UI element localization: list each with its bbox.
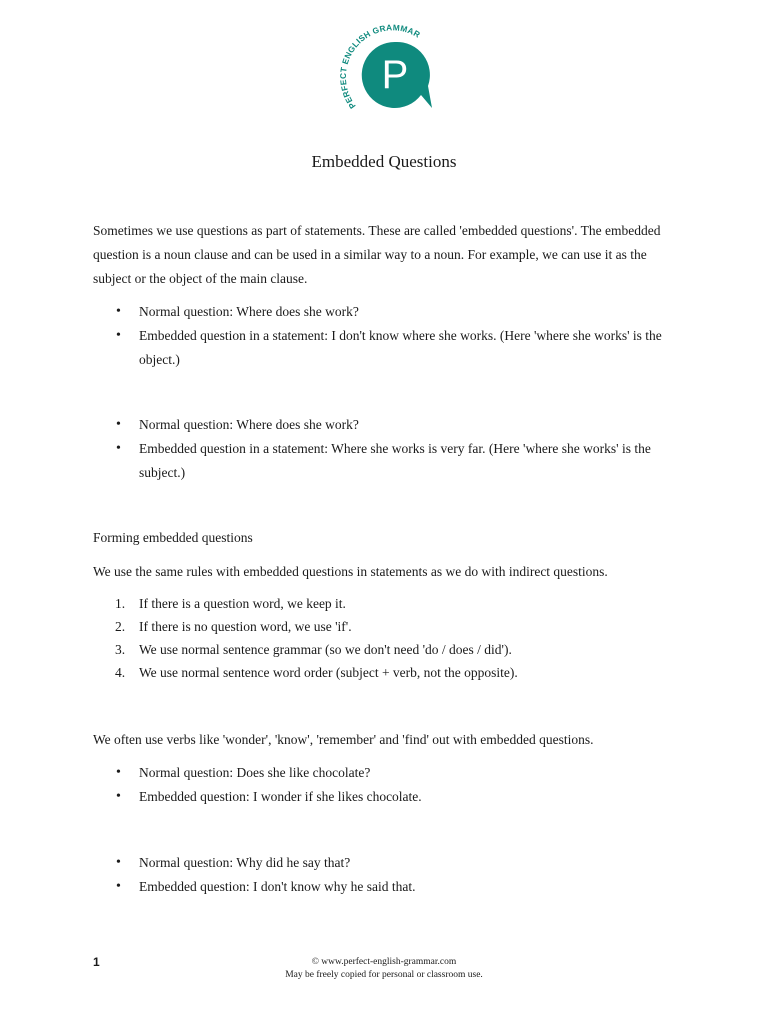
- rule-text: We use normal sentence grammar (so we don't need 'do / does / did').: [139, 642, 512, 657]
- logo-arc-text: PERFECT ENGLISH GRAMMAR: [337, 22, 423, 111]
- rule-number: 4.: [115, 665, 126, 680]
- rule-item: [115, 592, 679, 616]
- logo: [337, 18, 437, 118]
- list-item: • Embedded question in a statement: I don't know where she works. (Here 'where she works' is the object.): [139, 324, 679, 372]
- rule-text: If there is no question word, we use 'if'.: [139, 619, 352, 634]
- intro-paragraph: Sometimes we use questions as part of statements. These are called 'embedded questions'. The embedded question is a noun clause and can be used in a similar way to a noun. For example, we can use it as the subject or the object of the main clause.: [93, 223, 661, 286]
- list-item: • Normal question: Where does she work?: [139, 300, 679, 324]
- rule-item: [115, 638, 679, 662]
- rule-number: 2.: [115, 619, 126, 634]
- logo-graphic: [337, 18, 437, 118]
- rule-text: We use normal sentence word order (subject + verb, not the opposite).: [139, 665, 518, 680]
- rule-number: 3.: [115, 642, 126, 657]
- rule-item: [115, 615, 679, 639]
- verbs-intro: We often use verbs like 'wonder', 'know', 'remember' and 'find' out with embedded questions.: [93, 732, 594, 747]
- rule-item: [115, 661, 679, 685]
- rule-number: 1.: [115, 596, 126, 611]
- list-item: • Embedded question in a statement: Where she works is very far. (Here 'where she works' is the subject.): [139, 437, 679, 485]
- logo-letter: P: [381, 53, 409, 97]
- rule-text: If there is a question word, we keep it.: [139, 596, 346, 611]
- page-number: 1: [93, 955, 100, 969]
- list-item: • Normal question: Does she like chocolate?: [139, 761, 679, 785]
- footer-license: May be freely copied for personal or classroom use.: [285, 970, 483, 980]
- list-item: • Normal question: Where does she work?: [139, 413, 679, 437]
- list-item: • Embedded question: I don't know why he said that.: [139, 875, 679, 899]
- footer-copyright: © www.perfect-english-grammar.com: [311, 957, 457, 967]
- section-heading: Forming embedded questions: [93, 530, 253, 545]
- rules-intro: We use the same rules with embedded questions in statements as we do with indirect questions.: [93, 564, 608, 579]
- page-title: Embedded Questions: [311, 152, 457, 171]
- list-item: • Normal question: Why did he say that?: [139, 851, 679, 875]
- list-item: • Embedded question: I wonder if she likes chocolate.: [139, 785, 679, 809]
